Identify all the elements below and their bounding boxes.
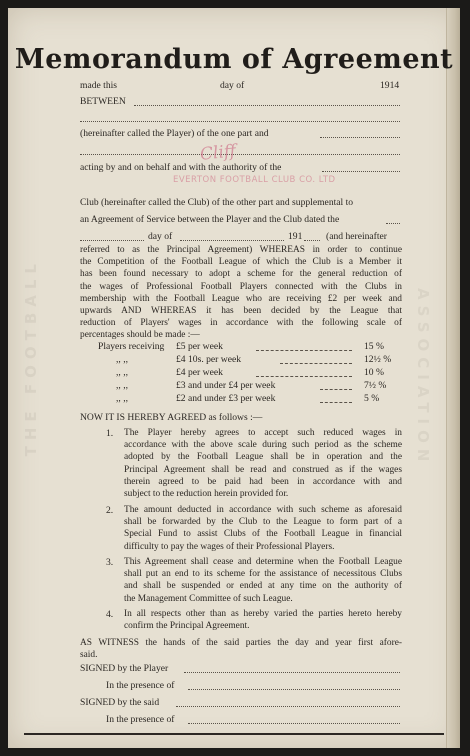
clause-line: confirm the Principal Agreement. (124, 621, 250, 632)
clause-line: accordance with the above scale during such period as the scheme (124, 440, 402, 451)
preamble-line: has been found necessary to adopt a scheme for the general reduction of (80, 269, 402, 280)
rate-percent: 5 % (364, 393, 380, 404)
clause-1 (124, 427, 402, 500)
between-blank-2[interactable] (80, 121, 400, 122)
clause-line: The amount deducted in accordance with such scheme as aforesaid (124, 505, 402, 515)
watermark-right: ASSOCIATION (414, 288, 432, 468)
player-signature-blank[interactable] (184, 672, 400, 673)
presence-label-2: In the presence of (106, 714, 175, 725)
day-of-label: day of (220, 80, 245, 91)
club-line: Club (hereinafter called the Club) of the other part and supplemental to (80, 197, 354, 208)
binding-spine (446, 8, 460, 748)
rate-leader (320, 389, 352, 390)
between-blank[interactable] (134, 105, 400, 106)
rate-leader (256, 350, 352, 351)
clause-number: 3. (106, 557, 114, 568)
month-blank[interactable] (180, 240, 284, 241)
document-title: Memorandum of Agreement (14, 44, 454, 75)
year-label-2: 191 (288, 231, 303, 242)
authority-blank[interactable] (322, 171, 400, 172)
said-signature-blank[interactable] (176, 706, 400, 707)
handwritten-signature: Cliff (199, 141, 237, 165)
document-sheet (8, 8, 460, 748)
witness-line: AS WITNESS the hands of the said parties the day and year first afore- (80, 638, 402, 648)
preamble-line: percentages should be made :— (80, 330, 200, 341)
rate-amount: £4 10s. per week (176, 354, 242, 365)
rate-percent: 12½ % (364, 354, 392, 365)
signed-player-label: SIGNED by the Player (80, 663, 169, 674)
clause-3 (124, 556, 402, 605)
rate-leader (320, 402, 352, 403)
presence-label-1: In the presence of (106, 680, 175, 691)
clause-line: therein agreed to be paid had been in accordance with and (124, 476, 402, 487)
rate-amount: £2 and under £3 per week (176, 393, 276, 404)
preamble-paragraph (80, 244, 402, 342)
clause-4 (124, 608, 402, 632)
witness-1-blank[interactable] (188, 689, 400, 690)
preamble-line: the Competition of the Football League of which the Club is a Member it (80, 257, 402, 268)
witness-paragraph (80, 637, 402, 661)
witness-line: said. (80, 650, 98, 661)
rate-prefix: ,, ,, (116, 393, 128, 404)
acting-line: acting by and on behalf and with the authority of the (80, 162, 282, 173)
clause-line: Principal Agreement shall be read and construed as if the wages (124, 464, 402, 475)
club-stamp: EVERTON FOOTBALL CLUB CO. LTD (173, 175, 336, 185)
clause-line: shall be forwarded by the Club to the League to form part of a (124, 517, 402, 528)
preamble-line: upwards AND WHEREAS it has been decided by the League that (80, 306, 402, 317)
clause-line: the Management Committee of such League. (124, 593, 293, 604)
witness-2-blank[interactable] (188, 723, 400, 724)
rate-leader (256, 376, 352, 377)
day-of-label-2: day of (148, 231, 173, 242)
day-blank[interactable] (80, 240, 144, 241)
rate-prefix: ,, ,, (116, 367, 128, 378)
year-label: 1914 (380, 80, 400, 91)
rate-leader (280, 363, 352, 364)
clause-line: and shall be suspended or ended at any time on the authority of (124, 581, 402, 592)
player-line: (hereinafter called the Player) of the one part and (80, 128, 269, 139)
clause-2 (124, 504, 402, 553)
preamble-line: referred to as the Principal Agreement) WHEREAS in order to continue (80, 245, 402, 255)
rate-percent: 10 % (364, 367, 384, 378)
party-blank[interactable] (80, 154, 400, 155)
clause-line: The Player hereby agrees to accept such reduced wages in (124, 428, 402, 438)
clause-line: This Agreement shall cease and determine when the Football League (124, 557, 402, 567)
agreed-heading: NOW IT IS HEREBY AGREED as follows :— (80, 412, 263, 423)
agreement-line: an Agreement of Service between the Player and the Club dated the (80, 214, 340, 225)
clause-line: In all respects other than as hereby varied the parties hereto hereby (124, 609, 402, 619)
preamble-line: the wages of Professional Football Players connected with the Clubs in (80, 281, 402, 292)
rate-prefix: ,, ,, (116, 380, 128, 391)
clause-line: Special Fund to assist Clubs of the Football League in financial (124, 529, 402, 540)
clause-line: shall put an end to its scheme for the assistance of necessitous Clubs (124, 569, 402, 580)
preamble-line: reduction of Players' wages in accordance with the following scale of (80, 318, 402, 329)
clause-number: 2. (106, 505, 114, 516)
clause-line: difficulty to pay the wages of their Professional Players. (124, 541, 335, 552)
rate-percent: 7½ % (364, 380, 387, 391)
rate-percent: 15 % (364, 341, 384, 352)
signed-said-label: SIGNED by the said (80, 697, 160, 708)
rate-amount: £5 per week (176, 341, 223, 352)
watermark-left: THE FOOTBALL (22, 258, 40, 457)
bottom-rule (24, 733, 444, 735)
clause-number: 1. (106, 428, 114, 439)
rate-amount: £3 and under £4 per week (176, 380, 276, 391)
rate-amount: £4 per week (176, 367, 223, 378)
clause-number: 4. (106, 609, 114, 620)
between-label: BETWEEN (80, 96, 126, 107)
rate-prefix: ,, ,, (116, 354, 128, 365)
clause-line: subject to the reduction herein provided for. (124, 489, 289, 500)
dated-blank[interactable] (386, 223, 400, 224)
made-this-label: made this (80, 80, 118, 91)
player-part-blank[interactable] (320, 137, 400, 138)
year-blank[interactable] (304, 240, 320, 241)
rate-prefix: Players receiving (98, 341, 165, 352)
hereinafter-label: (and hereinafter (326, 231, 387, 242)
clause-line: adopted by the Football League shall be in operation and the (124, 452, 402, 463)
preamble-line: membership with the Football League who are receiving £2 per week and (80, 293, 402, 304)
